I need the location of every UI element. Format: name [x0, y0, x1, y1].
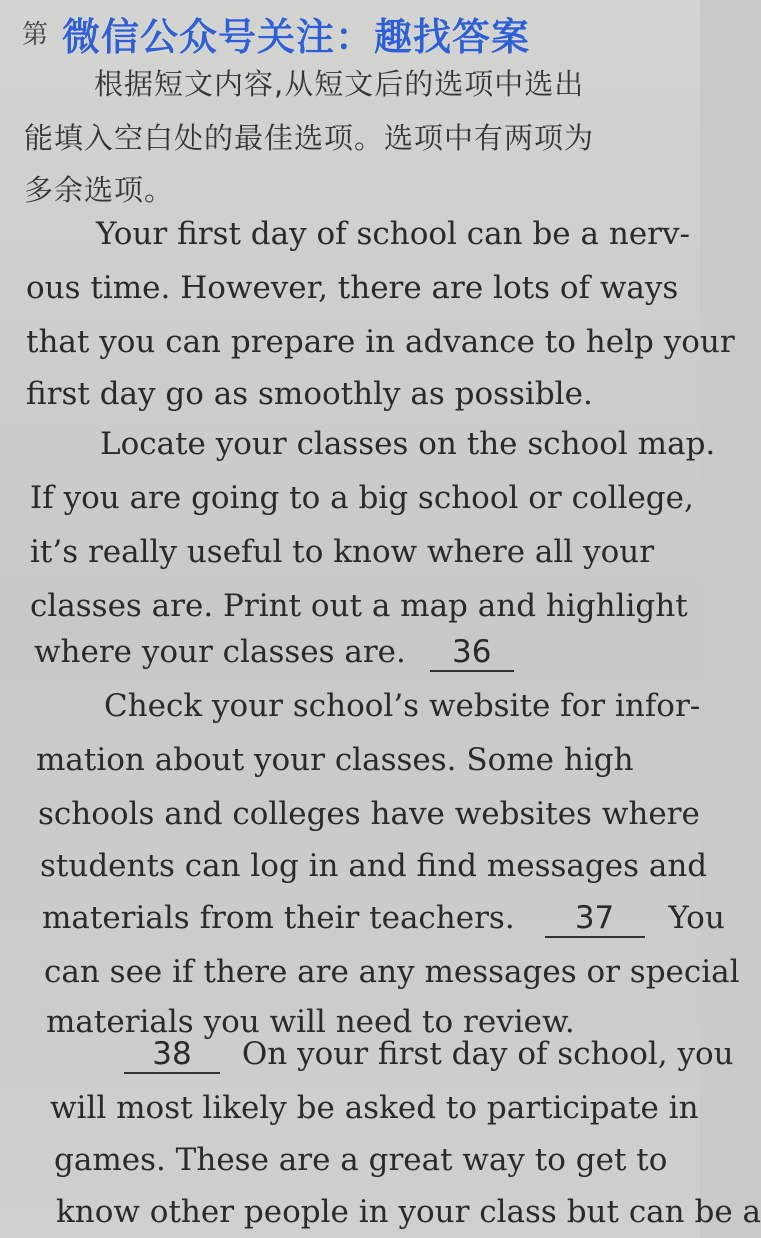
section-header-fragment: 第 — [22, 20, 49, 50]
p2-line-4: classes are. Print out a map and highlight — [30, 588, 688, 624]
p3-line-5-text: materials from their teachers. — [42, 900, 515, 936]
blank-37: 37 — [545, 900, 645, 938]
instruction-line-2: 能填入空白处的最佳选项。选项中有两项为 — [24, 121, 595, 155]
p4-line-2: will most likely be asked to participate in — [50, 1090, 699, 1126]
p1-line-4: first day go as smoothly as possible. — [26, 376, 593, 412]
instruction-line-3: 多余选项。 — [24, 173, 175, 207]
p2-line-5-text: where your classes are. — [34, 634, 406, 670]
p2-line-1: Locate your classes on the school map. — [100, 426, 716, 462]
p4-line-4: know other people in your class but can be a — [56, 1194, 761, 1230]
p4-line-1-text: On your first day of school, you — [241, 1036, 734, 1072]
p1-line-1: Your first day of school can be a nerv- — [96, 216, 690, 252]
p2-line-5 — [34, 634, 514, 672]
p1-line-3: that you can prepare in advance to help your — [26, 324, 735, 360]
p3-line-6: can see if there are any messages or special — [44, 954, 740, 990]
instruction-line-1: 根据短文内容,从短文后的选项中选出 — [94, 67, 585, 101]
watermark: 微信公众号关注：趣找答案 — [62, 15, 531, 59]
p3-line-4: students can log in and find messages and — [40, 848, 708, 884]
p3-line-2: mation about your classes. Some high — [36, 742, 634, 778]
blank-36: 36 — [430, 634, 514, 672]
p2-line-3: it’s really useful to know where all your — [30, 534, 655, 570]
p3-line-7: materials you will need to review. — [46, 1004, 575, 1040]
p1-line-2: ous time. However, there are lots of ways — [26, 270, 679, 306]
p2-line-2: If you are going to a big school or college, — [30, 480, 694, 516]
blank-38: 38 — [124, 1036, 220, 1074]
p4-line-3: games. These are a great way to get to — [54, 1142, 668, 1178]
p3-line-5-tail: You — [668, 900, 725, 936]
p4-line-1 — [124, 1036, 734, 1074]
p3-line-5 — [42, 900, 725, 938]
p3-line-1: Check your school’s website for infor- — [104, 688, 701, 724]
p3-line-3: schools and colleges have websites where — [38, 796, 700, 832]
